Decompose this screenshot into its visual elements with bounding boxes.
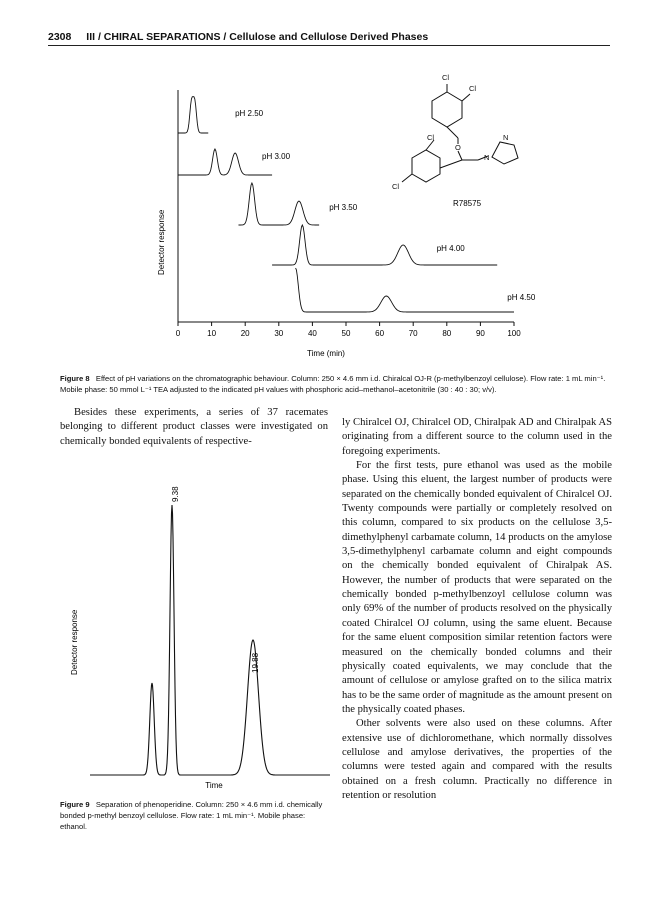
caption-text: Effect of pH variations on the chromatographic behaviour. Column: 250 × 4.6 mm i.d. Chiralcal OJ-R (p-methylbenzoyl cellulose). Flow rate: 1 mL min⁻¹. Mobile phase: 50 mmol L⁻¹ TEA adjusted to the indicated pH values with phosphoric acid–methanol–acetonitrile (30 : 40 : 30; v/v). — [60, 374, 606, 394]
x-tick-label: 90 — [475, 329, 485, 338]
x-tick-label: 20 — [240, 329, 250, 338]
series-label: pH 3.00 — [262, 152, 291, 161]
benzene-ring-bottom — [412, 150, 440, 182]
atom-label-n: N — [484, 153, 490, 162]
x-tick-label: 50 — [341, 329, 351, 338]
trace-pH-4-50 — [296, 268, 514, 312]
x-tick-label: 10 — [207, 329, 217, 338]
chemical-structure — [402, 84, 518, 182]
caption-label: Figure 9 — [60, 800, 90, 809]
trace-pH-2-50 — [178, 97, 208, 133]
atom-label-n: N — [503, 133, 509, 142]
structure-labels — [392, 73, 508, 191]
compound-label: R78575 — [453, 199, 482, 208]
figure-9-caption — [60, 799, 328, 832]
page-number: 2308 — [48, 31, 72, 43]
paragraph: Other solvents were also used on these columns. After extensive use of dichloromethane, which normally dissolves cellulose and amylose derivatives, the properties of the columns were tested again and compared with the results obtained on a fresh column. Practically no difference in retention or resolution — [342, 718, 612, 801]
series-label: pH 2.50 — [235, 109, 264, 118]
chromatogram-traces — [178, 97, 536, 312]
series-label: pH 4.50 — [507, 293, 536, 302]
benzene-ring-top — [432, 92, 462, 127]
x-ticks — [176, 322, 521, 338]
paragraph: ly Chiralcel OJ, Chiralcel OD, Chiralpak AD and Chiralpak AS originating from a different source to the column used in the foregoing experiments. — [342, 417, 612, 457]
atom-label-o: O — [455, 143, 461, 152]
x-tick-label: 40 — [307, 329, 317, 338]
imidazole-ring — [492, 142, 518, 164]
atom-label-cl: Cl — [392, 182, 400, 191]
paragraph: Besides these experiments, a series of 37 racemates belonging to different product classes were investigated on chemically bonded equivalents of respective- — [60, 407, 328, 447]
x-tick-label: 100 — [507, 329, 521, 338]
caption-text: Separation of phenoperidine. Column: 250 × 4.6 mm i.d. chemically bonded p-methyl benzoyl cellulose. Flow rate: 1 mL min⁻¹. Mobile phase: ethanol. — [60, 800, 323, 831]
caption-label: Figure 8 — [60, 374, 90, 383]
bond — [447, 127, 458, 138]
atom-label-cl: Cl — [442, 73, 450, 82]
figure-8-caption — [60, 373, 615, 395]
chromatogram-trace — [90, 505, 330, 775]
atom-label-cl: Cl — [469, 84, 477, 93]
x-tick-label: 30 — [274, 329, 284, 338]
x-tick-label: 60 — [375, 329, 385, 338]
column-2 — [342, 416, 612, 803]
peak-label-2: 19.88 — [251, 652, 260, 673]
running-header — [48, 31, 610, 43]
header-rule — [48, 45, 610, 46]
x-axis-label: Time (min) — [307, 349, 345, 358]
figure-8-chart — [140, 60, 620, 365]
atom-label-cl: Cl — [427, 133, 435, 142]
x-tick-label: 80 — [442, 329, 452, 338]
bond — [462, 94, 470, 101]
series-label: pH 3.50 — [329, 203, 358, 212]
series-label: pH 4.00 — [436, 244, 465, 253]
y-axis-label-group — [157, 209, 166, 275]
bond — [402, 174, 412, 182]
bond — [440, 160, 462, 168]
x-tick-label: 0 — [175, 329, 181, 338]
running-title: III / CHIRAL SEPARATIONS / Cellulose and Cellulose Derived Phases — [86, 31, 429, 43]
peak-label-1: 9.38 — [171, 486, 180, 502]
y-axis-label: Detector response — [157, 209, 166, 275]
bond — [458, 151, 462, 160]
y-axis-label: Detector response — [70, 609, 79, 675]
x-axis-label: Time — [205, 781, 223, 790]
paragraph: For the first tests, pure ethanol was used as the mobile phase. Using this eluent, the largest number of products were separated on the chemically bonded equivalent of Chiralcel OJ. Twenty compounds were partially or completely resolved on this column, compared to six products on the cellulose 3,5-dimethylphenyl carbamate column, 14 products on the amylose 3,5-dimethylphenyl carbamate column and eight compounds on the chemically bonded equivalent of Chiralpak AS. However, the number of products that were separated on the chemically bonded p-methylbenzoyl cellulose column was only 69% of the number of products resolved on the physically coated Chiralcel OJ column, using the same eluent. Because for the same eluent composition similar retention factors were measured on the chemically bonded columns and their physically coated equivalents, we may conclude that the amount of cellulose or amylose grafted on to the silica matrix has to be the same order of magnitude as the amount present on the physically coated phases. — [342, 460, 612, 715]
column-1 — [60, 406, 328, 449]
trace-pH-3-50 — [238, 183, 319, 225]
trace-pH-3-00 — [178, 149, 272, 175]
figure-9-chart — [60, 470, 335, 795]
x-tick-label: 70 — [408, 329, 418, 338]
